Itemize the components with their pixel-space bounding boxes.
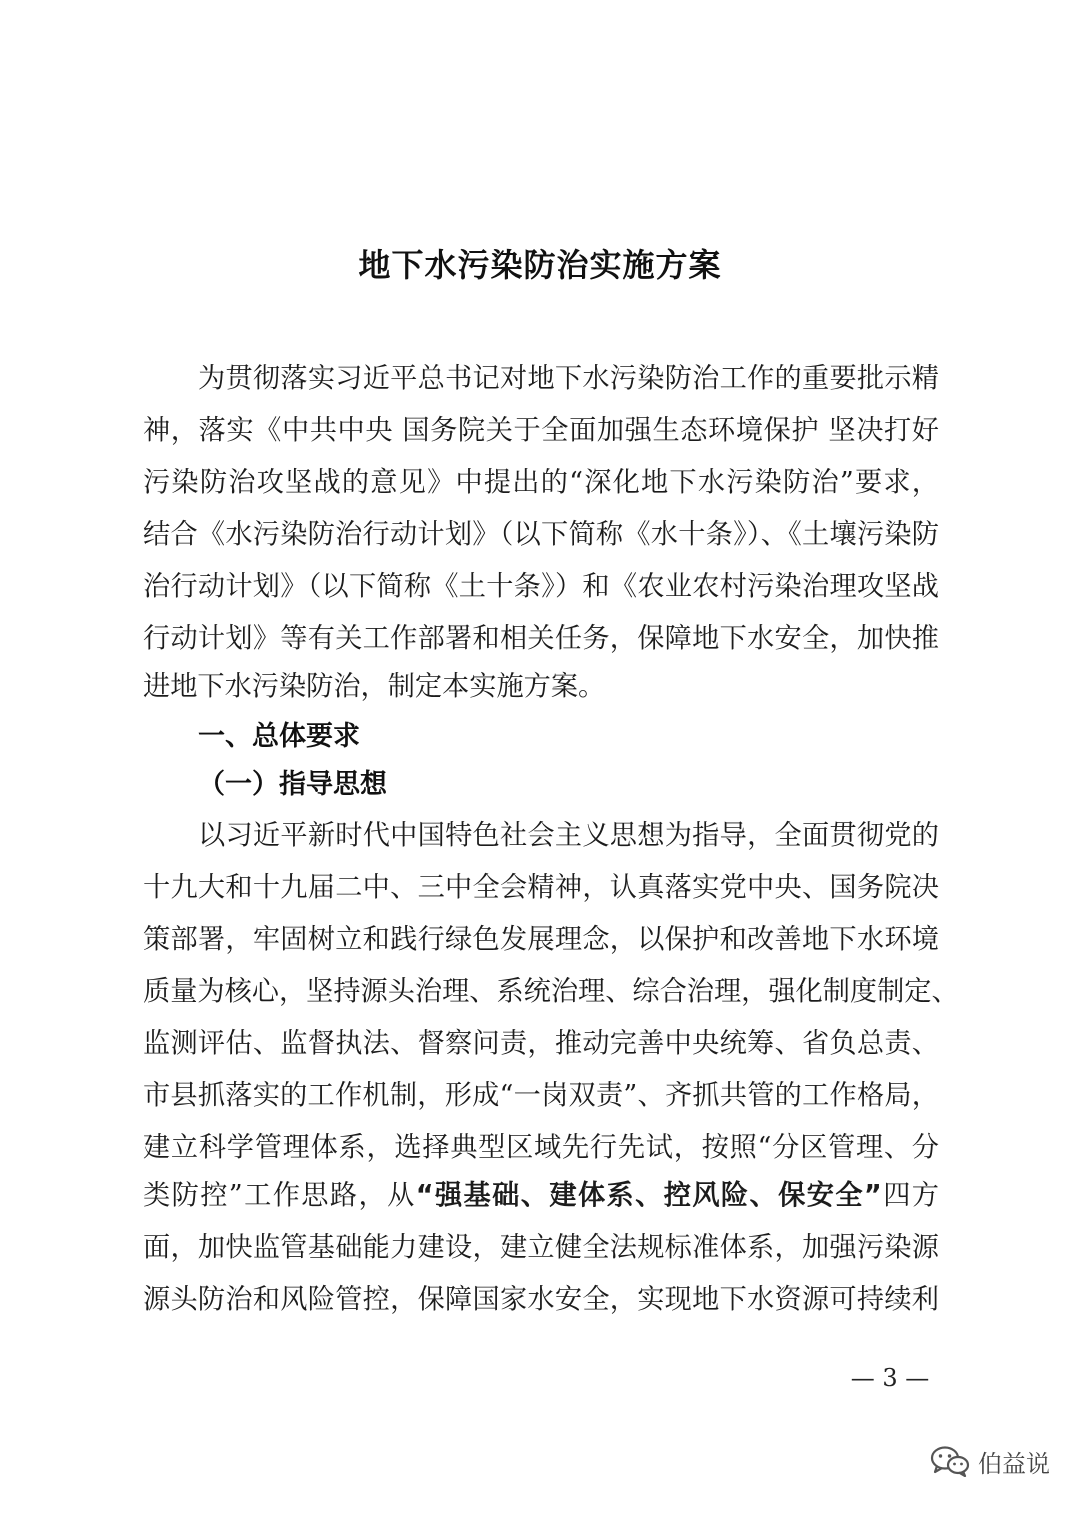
paragraph-line: 污染防治攻坚战的意见》中提出的“深化地下水污染防治”要求， [143,467,939,498]
paragraph-line: 面，加快监管基础能力建设，建立健全法规标准体系，加强污染源 [143,1232,939,1263]
wechat-icon [930,1445,970,1477]
paragraph-line: 策部署，牢固树立和践行绿色发展理念，以保护和改善地下水环境 [143,924,939,955]
watermark-label: 伯益说 [978,1449,1050,1478]
paragraph-line: 市县抓落实的工作机制，形成“一岗双责”、齐抓共管的工作格局， [143,1080,939,1111]
page-number: — 3 — [850,1364,930,1392]
paragraph-line: 十九大和十九届二中、三中全会精神，认真落实党中央、国务院决 [143,872,939,903]
text-run: 类防控”工作思路，从 [143,1180,416,1211]
paragraph-line: 以习近平新时代中国特色社会主义思想为指导，全面贯彻党的 [198,820,939,851]
paragraph-line: 结合《水污染防治行动计划》（以下简称《水十条》）、《土壤污染防 [143,519,939,550]
text-run: 四方 [881,1180,939,1211]
paragraph-line: 治行动计划》（以下简称《土十条》）和《农业农村污染治理攻坚战 [143,571,939,602]
emphasis-text: “强基础、建体系、控风险、保安全” [415,1180,882,1211]
section-heading: 一、总体要求 [198,721,360,752]
paragraph-line: 源头防治和风险管控，保障国家水安全，实现地下水资源可持续利 [143,1284,939,1315]
paragraph-line: 进地下水污染防治，制定本实施方案。 [143,671,606,702]
watermark [930,1443,1050,1479]
paragraph-line: 神，落实《中共中央 国务院关于全面加强生态环境保护 坚决打好 [143,415,939,446]
paragraph-line: 质量为核心，坚持源头治理、系统治理、综合治理，强化制度制定、 [143,976,959,1007]
subsection-heading: （一）指导思想 [198,769,387,800]
paragraph-line: 行动计划》等有关工作部署和相关任务，保障地下水安全，加快推 [143,623,939,654]
paragraph-line: 为贯彻落实习近平总书记对地下水污染防治工作的重要批示精 [198,363,939,394]
paragraph-line: 监测评估、监督执法、督察问责，推动完善中央统筹、省负总责、 [143,1028,939,1059]
document-title: 地下水污染防治实施方案 [358,246,722,284]
paragraph-line-emphasis [143,1178,939,1218]
paragraph-line: 建立科学管理体系，选择典型区域先行先试，按照“分区管理、分 [143,1132,939,1163]
